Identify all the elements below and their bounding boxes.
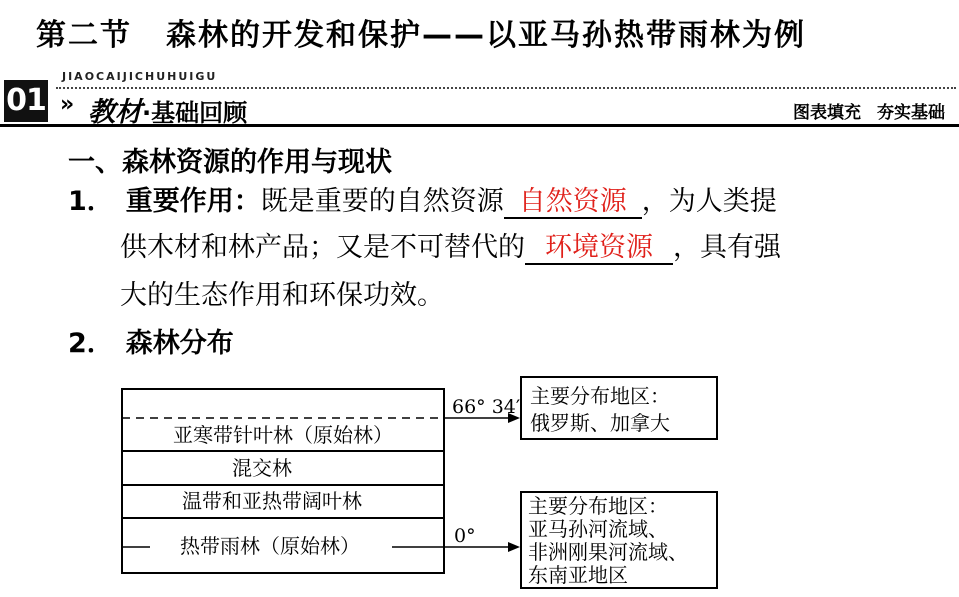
tagline-2: 夯实基础 (877, 103, 945, 123)
section-pinyin: JIAOCAIJICHUHUIGU (62, 70, 218, 83)
item1-text-a: 既是重要的自然资源 (260, 186, 504, 217)
latitude-66-label: 66° 34′ (452, 396, 521, 418)
content-heading: 一、森林资源的作用与现状 (68, 147, 392, 178)
item2-label: 森林分布 (125, 328, 234, 359)
upper-box-line-1: 主要分布地区： (530, 384, 670, 408)
tagline-1: 图表填充 (793, 103, 861, 123)
row-mixed-forest: 混交林 (232, 456, 292, 480)
item2-number: 2． (68, 328, 114, 359)
item1-text-c: 供木材和林产品；又是不可替代的 (120, 232, 525, 263)
item1-number: 1． (68, 186, 114, 217)
lesson-title: 森林的开发和保护——以亚马孙热带雨林为例 (166, 18, 806, 53)
lower-box-line-3: 非洲刚果河流域、 (528, 540, 688, 564)
section-name-main: 教材 (88, 97, 142, 128)
item1-text-b: ，为人类提 (641, 186, 777, 217)
section-number-badge: 01 (4, 80, 48, 122)
row-boreal-forest: 亚寒带针叶林（原始林） (173, 423, 393, 447)
answer-blank-1: 自然资源 (504, 187, 642, 219)
chapter-label: 第二节 (36, 18, 132, 53)
item1-label: 重要作用： (125, 186, 261, 217)
section-subtitle: 基础回顾 (151, 99, 248, 127)
item1-text-e: 大的生态作用和环保功效。 (120, 280, 444, 311)
item1-text-d: ，具有强 (673, 232, 781, 263)
row-rainforest: 热带雨林（原始林） (180, 534, 360, 558)
section-dot: · (142, 99, 152, 127)
answer-blank-2: 环境资源 (525, 233, 673, 265)
lower-box-line-1: 主要分布地区： (528, 494, 668, 518)
lower-box-line-4: 东南亚地区 (528, 563, 628, 587)
lower-box-line-2: 亚马孙河流域、 (528, 517, 668, 541)
latitude-0-label: 0° (454, 525, 476, 547)
upper-box-line-2: 俄罗斯、加拿大 (530, 411, 670, 435)
row-broadleaf-forest: 温带和亚热带阔叶林 (182, 489, 362, 513)
chevron-icon: » (60, 92, 75, 117)
lower-arrow-head (508, 542, 520, 552)
